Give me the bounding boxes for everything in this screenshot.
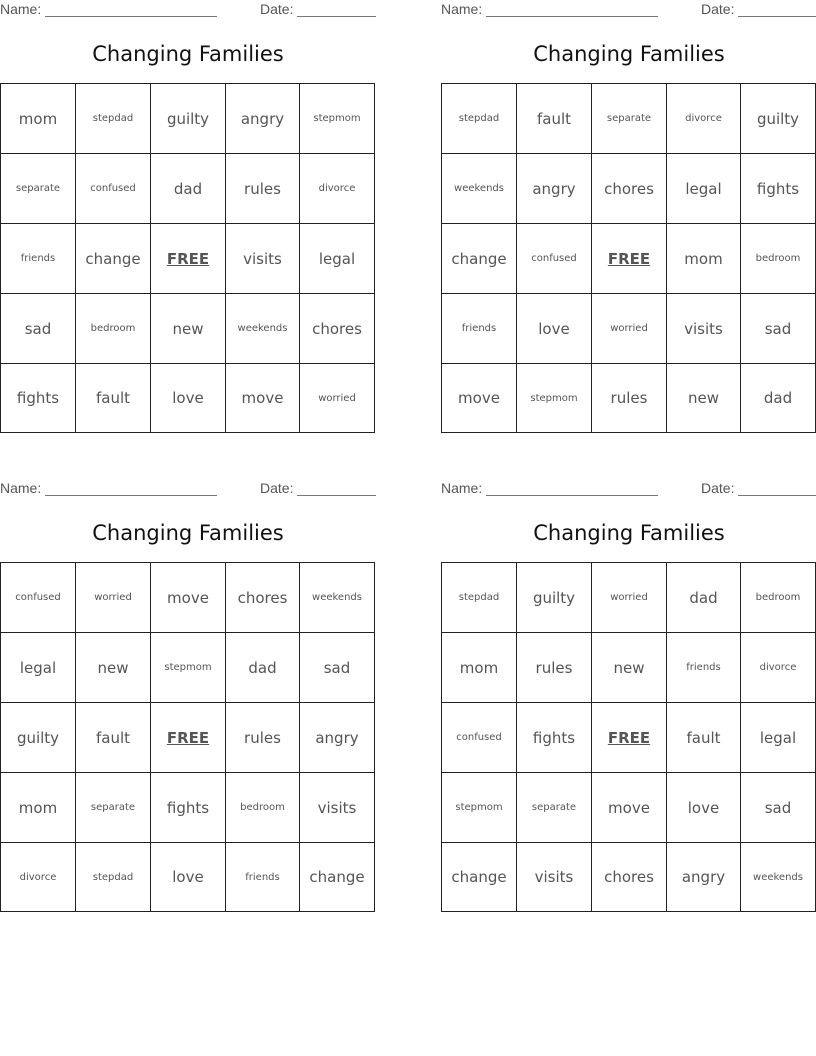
- bingo-cell: separate: [1, 154, 76, 224]
- card-title: Changing Families: [533, 42, 725, 66]
- bingo-cell: love: [151, 364, 226, 433]
- bingo-cell: stepmom: [442, 773, 517, 843]
- bingo-cell: move: [151, 563, 226, 633]
- bingo-cell: bedroom: [226, 773, 300, 843]
- date-label: Date:: [701, 1, 735, 17]
- bingo-grid: [441, 562, 816, 912]
- bingo-grid: [0, 562, 375, 912]
- bingo-grid: [0, 83, 375, 433]
- bingo-cell: sad: [300, 633, 375, 703]
- bingo-cell: angry: [517, 154, 592, 224]
- bingo-cell: stepmom: [517, 364, 592, 433]
- bingo-cell: mom: [667, 224, 741, 294]
- bingo-cell: confused: [442, 703, 517, 773]
- bingo-cell: separate: [592, 84, 667, 154]
- bingo-cell: worried: [592, 563, 667, 633]
- bingo-cell: weekends: [741, 843, 816, 912]
- bingo-cell: bedroom: [741, 563, 816, 633]
- bingo-cell: bedroom: [76, 294, 151, 364]
- free-space-cell: FREE: [592, 703, 667, 773]
- name-blank-line: [45, 495, 217, 496]
- bingo-cell: new: [592, 633, 667, 703]
- name-date-header: [0, 1, 376, 21]
- date-label: Date:: [260, 480, 294, 496]
- bingo-card: [441, 479, 816, 919]
- bingo-cell: stepdad: [76, 84, 151, 154]
- bingo-cell: guilty: [517, 563, 592, 633]
- bingo-cell: stepdad: [76, 843, 151, 912]
- bingo-card: [0, 0, 376, 440]
- bingo-cell: guilty: [1, 703, 76, 773]
- bingo-cell: move: [226, 364, 300, 433]
- bingo-cell: fights: [1, 364, 76, 433]
- name-label: Name:: [0, 480, 42, 496]
- bingo-cell: divorce: [300, 154, 375, 224]
- bingo-cell: visits: [667, 294, 741, 364]
- bingo-card: [441, 0, 816, 440]
- bingo-cell: fights: [741, 154, 816, 224]
- bingo-cell: love: [151, 843, 226, 912]
- date-label: Date:: [260, 1, 294, 17]
- bingo-cell: stepdad: [442, 563, 517, 633]
- date-blank-line: [738, 495, 816, 496]
- bingo-cell: move: [592, 773, 667, 843]
- bingo-cell: weekends: [226, 294, 300, 364]
- bingo-card: [0, 479, 376, 919]
- bingo-cell: separate: [517, 773, 592, 843]
- bingo-cell: visits: [517, 843, 592, 912]
- bingo-cell: chores: [592, 154, 667, 224]
- bingo-cell: worried: [592, 294, 667, 364]
- bingo-cell: sad: [741, 294, 816, 364]
- bingo-cell: mom: [442, 633, 517, 703]
- bingo-cell: change: [76, 224, 151, 294]
- card-title: Changing Families: [533, 521, 725, 545]
- name-blank-line: [45, 16, 217, 17]
- bingo-cell: rules: [517, 633, 592, 703]
- bingo-cell: sad: [741, 773, 816, 843]
- bingo-cell: fights: [151, 773, 226, 843]
- bingo-cell: weekends: [442, 154, 517, 224]
- bingo-cell: friends: [1, 224, 76, 294]
- bingo-cell: visits: [226, 224, 300, 294]
- bingo-cell: dad: [741, 364, 816, 433]
- bingo-cell: new: [76, 633, 151, 703]
- bingo-cell: stepmom: [151, 633, 226, 703]
- name-label: Name:: [441, 1, 483, 17]
- bingo-cell: new: [667, 364, 741, 433]
- bingo-cell: confused: [76, 154, 151, 224]
- bingo-cell: dad: [667, 563, 741, 633]
- bingo-cell: rules: [592, 364, 667, 433]
- bingo-cell: divorce: [667, 84, 741, 154]
- bingo-cell: love: [667, 773, 741, 843]
- bingo-cell: mom: [1, 773, 76, 843]
- bingo-cell: love: [517, 294, 592, 364]
- bingo-grid: [441, 83, 816, 433]
- bingo-cell: fights: [517, 703, 592, 773]
- bingo-cell: angry: [667, 843, 741, 912]
- bingo-cell: angry: [226, 84, 300, 154]
- bingo-cell: weekends: [300, 563, 375, 633]
- card-title: Changing Families: [92, 42, 284, 66]
- bingo-cell: friends: [226, 843, 300, 912]
- name-label: Name:: [0, 1, 42, 17]
- bingo-cell: visits: [300, 773, 375, 843]
- name-blank-line: [486, 16, 658, 17]
- bingo-cell: fault: [76, 364, 151, 433]
- bingo-cell: legal: [300, 224, 375, 294]
- bingo-cell: legal: [667, 154, 741, 224]
- bingo-cell: fault: [76, 703, 151, 773]
- date-blank-line: [738, 16, 816, 17]
- bingo-cell: mom: [1, 84, 76, 154]
- bingo-cell: legal: [741, 703, 816, 773]
- bingo-cell: chores: [226, 563, 300, 633]
- bingo-cell: confused: [1, 563, 76, 633]
- name-date-header: [441, 1, 816, 21]
- bingo-cell: guilty: [151, 84, 226, 154]
- bingo-cell: friends: [667, 633, 741, 703]
- bingo-cell: fault: [517, 84, 592, 154]
- date-blank-line: [297, 16, 376, 17]
- bingo-cell: new: [151, 294, 226, 364]
- bingo-cell: guilty: [741, 84, 816, 154]
- card-title: Changing Families: [92, 521, 284, 545]
- bingo-cell: angry: [300, 703, 375, 773]
- bingo-cell: chores: [592, 843, 667, 912]
- bingo-cell: change: [442, 843, 517, 912]
- free-space-cell: FREE: [151, 703, 226, 773]
- bingo-cell: change: [442, 224, 517, 294]
- bingo-cell: chores: [300, 294, 375, 364]
- bingo-cell: rules: [226, 703, 300, 773]
- bingo-cell: fault: [667, 703, 741, 773]
- date-label: Date:: [701, 480, 735, 496]
- bingo-cell: divorce: [741, 633, 816, 703]
- name-date-header: [0, 480, 376, 500]
- bingo-cell: dad: [151, 154, 226, 224]
- bingo-cell: confused: [517, 224, 592, 294]
- bingo-cell: dad: [226, 633, 300, 703]
- bingo-cell: change: [300, 843, 375, 912]
- bingo-cell: rules: [226, 154, 300, 224]
- bingo-cell: legal: [1, 633, 76, 703]
- bingo-cell: sad: [1, 294, 76, 364]
- free-space-cell: FREE: [592, 224, 667, 294]
- name-blank-line: [486, 495, 658, 496]
- date-blank-line: [297, 495, 376, 496]
- name-label: Name:: [441, 480, 483, 496]
- bingo-cell: stepdad: [442, 84, 517, 154]
- bingo-cell: stepmom: [300, 84, 375, 154]
- bingo-cell: separate: [76, 773, 151, 843]
- bingo-cell: worried: [76, 563, 151, 633]
- bingo-cell: divorce: [1, 843, 76, 912]
- bingo-cell: move: [442, 364, 517, 433]
- name-date-header: [441, 480, 816, 500]
- bingo-cell: bedroom: [741, 224, 816, 294]
- bingo-cell: friends: [442, 294, 517, 364]
- bingo-cell: worried: [300, 364, 375, 433]
- free-space-cell: FREE: [151, 224, 226, 294]
